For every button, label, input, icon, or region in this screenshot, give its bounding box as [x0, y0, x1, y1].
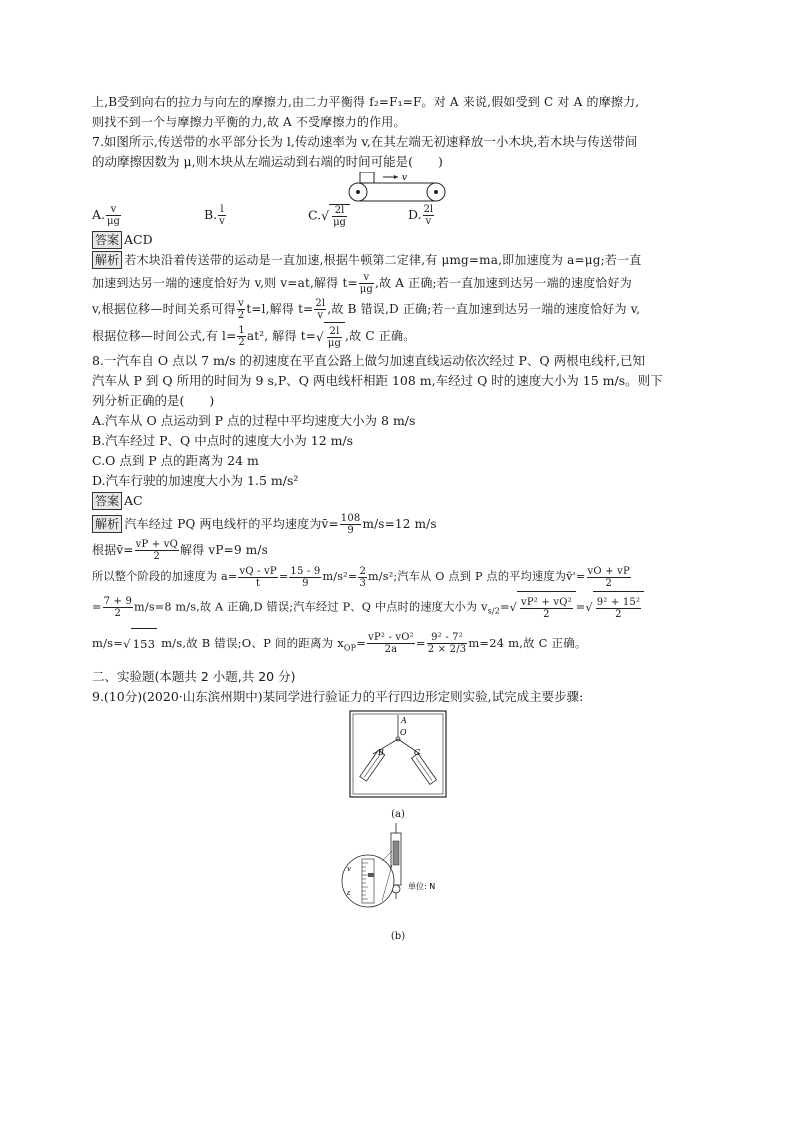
q7-stem-line-1: 7.如图所示,传送带的水平部分长为 l,传动速率为 v,在其左端无初速释放一小木块,若木块与传送带间 [92, 134, 638, 149]
q7-option-b[interactable]: B. $\frac{l}{v}$ [204, 204, 225, 227]
q7-answer: 答案 ACD [92, 230, 704, 250]
spring-scale-figure-b [338, 821, 458, 931]
answer-tag: 答案 [92, 492, 122, 510]
experiment-figure-a [348, 709, 448, 809]
section-2-heading: 二、实验题(本题共 2 小题,共 20 分) [92, 669, 296, 685]
q8-explanation-2: 根据v̄= $\frac{vP + vQ}{2}$ 解得 vP=9 m/s [92, 539, 268, 562]
figure-b-caption: (b) [390, 931, 406, 943]
label-c: C [414, 748, 421, 758]
q7-option-a[interactable]: A. $\frac{v}{\mu g}$ [92, 204, 120, 227]
q9-stem-line-1: 9.(10分)(2020·山东滨州期中)某同学进行验证力的平行四边形定则实验,试完成主要步骤: [92, 689, 584, 705]
q7-explanation-4: 根据位移—时间公式,有 l= $\frac{1}{2}$ at², 解得 t=√ $\frac{2l}{\mu g}$ ,故 C 正确。 [92, 322, 704, 351]
q8-answer: 答案 AC [92, 491, 704, 511]
q8-option-c[interactable]: C.O 点到 P 点的距离为 24 m [92, 453, 259, 468]
prev-explanation-line-2: 则找不到一个与摩擦力平衡的力,故 A 不受摩擦力的作用。 [92, 115, 406, 129]
page-content [92, 92, 704, 943]
explanation-tag: 解析 [92, 251, 122, 269]
figure-a-caption: (a) [391, 809, 405, 821]
q8-option-a[interactable]: A.汽车从 O 点运动到 P 点的过程中平均速度大小为 8 m/s [92, 413, 416, 428]
q8-option-b[interactable]: B.汽车经过 P、Q 中点时的速度大小为 12 m/s [92, 433, 354, 448]
answer-tag: 答案 [92, 231, 122, 249]
explanation-tag: 解析 [92, 515, 122, 533]
q7-options [92, 204, 704, 228]
q8-stem-line-2: 汽车从 P 到 Q 所用的时间为 9 s,P、Q 两电线杆相距 108 m,车经过 Q 时的速度大小为 15 m/s。则下 [92, 373, 663, 388]
unit-label: 单位: N [408, 882, 436, 892]
scale-mark-top: v [347, 865, 351, 874]
q8-explanation-1: 解析 汽车经过 PQ 两电线杆的平均速度为v̄= $\frac{108}{9}$ m/s=12 m/s [92, 511, 704, 537]
q7-explanation-3: v,根据位移—时间关系可得 $\frac{v}{2}$ t=l,解得 t= $\frac{2l}{v}$ ,故 B 错误,D 正确;若一直加速到达另一端的速度恰好为 v, [92, 298, 641, 321]
q7-explanation-1: 解析 若木块沿着传送带的运动是一直加速,根据牛顿第二定律,有 μmg=ma,即加速度为 a=μg;若一直 [92, 250, 704, 270]
q7-option-d[interactable]: D. $\frac{2l}{v}$ [408, 204, 434, 227]
q8-explanation-3: 所以整个阶段的加速度为 a= $\frac{vQ - vP}{t}$ = $\frac{15 - 9}{9}$ m/s²= $\frac{2}{3}$ m/s²;汽车从 O 点到 P 点的平均速度为v̄'= $\frac{vO + vP}{2}$ [92, 565, 630, 589]
q8-explanation-4: = $\frac{7 + 9}{2}$ m/s=8 m/s,故 A 正确,D 错误;汽车经过 P、Q 中点时的速度大小为 $v_{s/2}=√$ $\frac{\text{vP² + vQ²}}{2}$ =√ $\frac{\text{9² + 15²}}{2}$ [92, 591, 704, 628]
belt-speed-label: v [402, 173, 408, 183]
scale-mark-bottom: ε [347, 889, 351, 898]
q8-explanation-5: m/s=√ 153 m/s,故 B 错误;O、P 间的距离为 $x_{OP}=$ $\frac{\text{vP² - vO²}}{2a}$ = $\frac{\text{9² - 7²}}{2 \times 2/3}$ m=24 m,故 C 正确。 [92, 628, 704, 663]
label-b: B [378, 748, 384, 758]
label-a: A [401, 716, 407, 726]
prev-explanation-line-1: 上,B受到向右的拉力与向左的摩擦力,由二力平衡得 f₂=F₁=F。对 A 来说,假如受到 C 对 A 的摩擦力, [92, 95, 640, 109]
q8-stem-line-3: 列分析正确的是( ) [92, 393, 215, 408]
q7-explanation-2: 加速到达另一端的速度恰好为 v,则 v=at,解得 t= $\frac{v}{\mu g}$ ,故 A 正确;若一直加速到达另一端的速度恰好为 [92, 272, 632, 295]
q8-stem-line-1: 8.一汽车自 O 点以 7 m/s 的初速度在平直公路上做匀加速直线运动依次经过 P、Q 两根电线杆,已知 [92, 353, 646, 368]
q8-option-d[interactable]: D.汽车行驶的加速度大小为 1.5 m/s² [92, 473, 299, 488]
conveyor-belt-figure [348, 172, 448, 202]
q7-stem-line-2: 的动摩擦因数为 μ,则木块从左端运动到右端的时间可能是( ) [92, 154, 443, 169]
q7-option-c[interactable]: C.√ $\frac{2l}{\mu g}$ [308, 204, 408, 228]
label-o: O [400, 728, 407, 738]
